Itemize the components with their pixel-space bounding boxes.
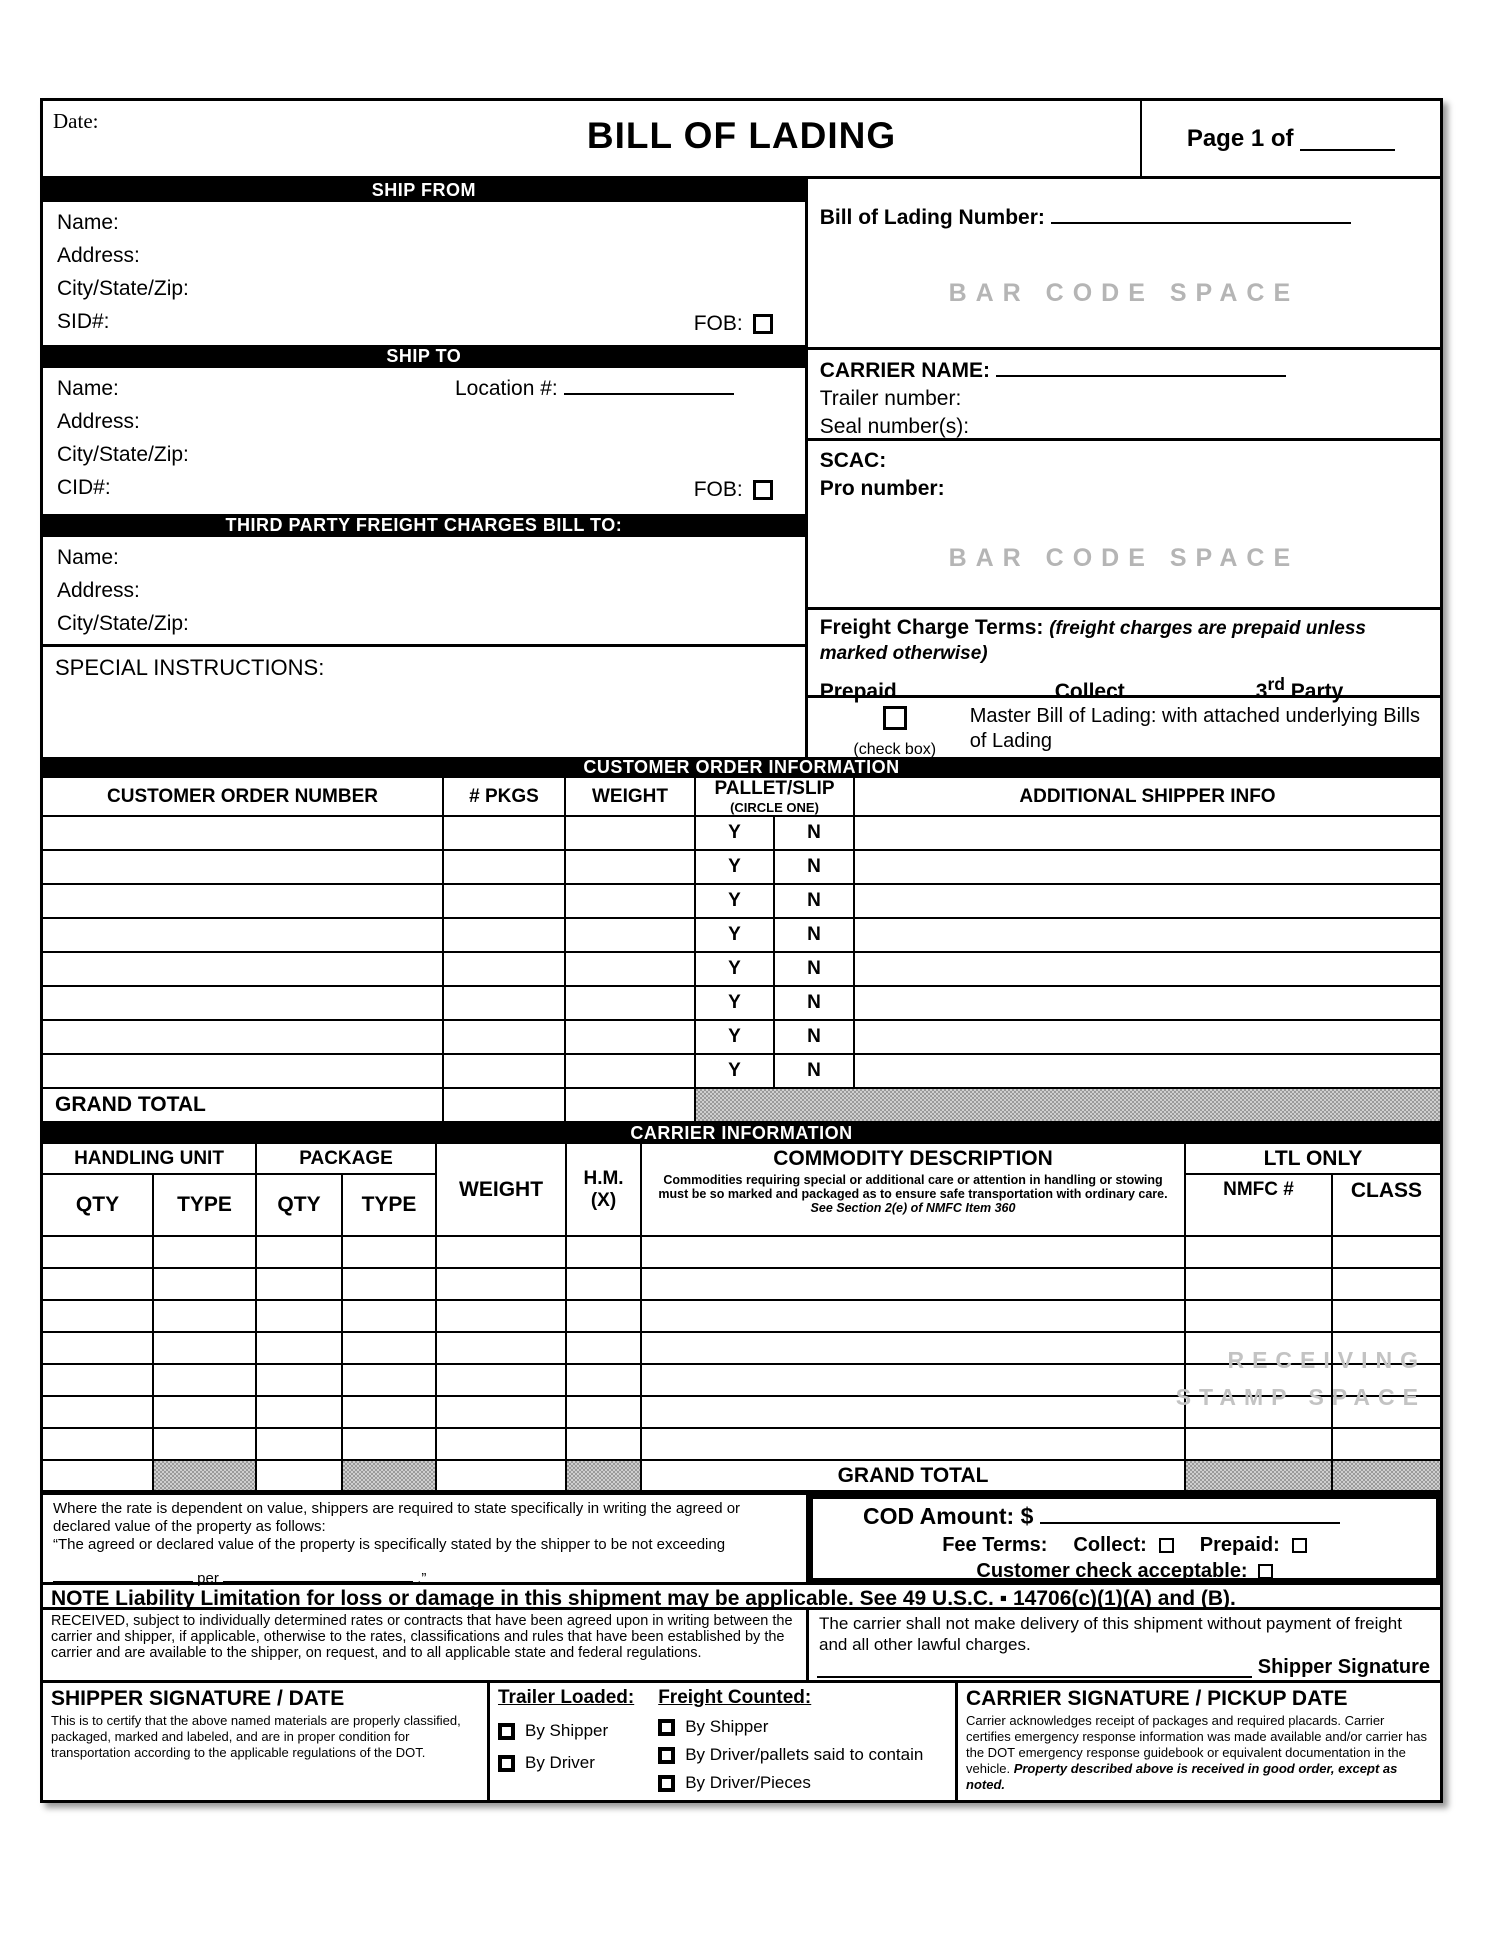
col-ltl-only: LTL ONLY <box>1185 1144 1440 1174</box>
carrier-name-section <box>808 347 1440 438</box>
carrier-weight-cell[interactable] <box>436 1300 566 1332</box>
col-carrier-weight: WEIGHT <box>436 1144 566 1236</box>
hu-type-cell[interactable] <box>153 1332 256 1364</box>
commodity-cell[interactable] <box>641 1396 1185 1428</box>
pkgs-cell[interactable] <box>443 816 565 850</box>
pkg-type-cell[interactable] <box>342 1396 436 1428</box>
declared-per-blank[interactable] <box>223 1568 413 1583</box>
customer-grand-total-shaded-area <box>695 1088 1440 1122</box>
trailer-number-field[interactable]: Trailer number: <box>819 387 962 410</box>
cod-amount-blank[interactable] <box>1040 1501 1340 1524</box>
weight-cell[interactable] <box>565 918 695 952</box>
carrier-weight-cell[interactable] <box>436 1236 566 1268</box>
customer-order-row <box>43 850 1440 884</box>
cod-box: COD Amount: $ Fee Terms: Collect: Prepaid: Customer check acceptable: <box>809 1495 1440 1582</box>
pkgs-cell[interactable] <box>443 850 565 884</box>
carrier-name-label: CARRIER NAME: <box>819 359 991 382</box>
gt-shaded-cell <box>566 1460 641 1491</box>
commodity-cell[interactable] <box>641 1268 1185 1300</box>
col-pkg-type: TYPE <box>342 1174 436 1236</box>
carrier-delivery-box: The carrier shall not make delivery of this shipment without payment of freight and all other lawful charges. Shipper Signature <box>819 1614 1430 1678</box>
third-party-option-label: 3rd Party <box>1255 674 1344 703</box>
freight-by-driver-pieces-checkbox[interactable] <box>658 1775 675 1792</box>
class-cell[interactable] <box>1332 1396 1440 1428</box>
ship-to-address-field[interactable]: Address: <box>57 410 140 433</box>
ship-to-name-field[interactable] <box>57 372 791 405</box>
pallet-no-option[interactable]: N <box>774 884 854 918</box>
nmfc-cell[interactable] <box>1185 1300 1332 1332</box>
col-pkgs: # PKGS <box>443 778 565 816</box>
trailer-loaded-group <box>498 1687 634 1796</box>
third-party-fields <box>43 537 805 647</box>
pkg-qty-cell[interactable] <box>256 1428 342 1460</box>
per-label: per <box>197 1570 219 1587</box>
weight-cell[interactable] <box>565 816 695 850</box>
pkg-qty-cell[interactable] <box>256 1236 342 1268</box>
pkg-type-cell[interactable] <box>342 1300 436 1332</box>
customer-order-row <box>43 918 1440 952</box>
commodity-cell[interactable] <box>641 1300 1185 1332</box>
ship-from-name-field[interactable]: Name: <box>57 211 119 234</box>
title-row <box>43 101 1440 179</box>
weight-cell[interactable] <box>565 986 695 1020</box>
pkgs-cell[interactable] <box>443 1054 565 1088</box>
declared-amount-blank[interactable] <box>53 1568 193 1583</box>
pkgs-cell[interactable] <box>443 884 565 918</box>
commodity-cell[interactable] <box>641 1428 1185 1460</box>
commodity-cell[interactable] <box>641 1236 1185 1268</box>
pkg-type-cell[interactable] <box>342 1428 436 1460</box>
col-pkg-qty: QTY <box>256 1174 342 1236</box>
fee-collect-label: Collect: <box>1073 1534 1147 1556</box>
carrier-info-row <box>43 1396 1440 1428</box>
pkg-qty-cell[interactable] <box>256 1332 342 1364</box>
special-instructions-area[interactable] <box>43 647 805 756</box>
hm-cell[interactable] <box>566 1268 641 1300</box>
pallet-no-option[interactable]: N <box>774 986 854 1020</box>
class-cell[interactable] <box>1332 1268 1440 1300</box>
barcode-space-1: BAR CODE SPACE <box>948 279 1300 307</box>
customer-order-row <box>43 1020 1440 1054</box>
pallet-yes-option[interactable]: Y <box>695 1054 774 1088</box>
scac-section <box>808 438 1440 607</box>
carrier-signature-box[interactable] <box>958 1683 1440 1800</box>
hu-qty-cell[interactable] <box>43 1268 153 1300</box>
freight-counted-group <box>658 1687 923 1796</box>
prepaid-label: Prepaid <box>819 680 897 703</box>
additional-info-cell[interactable] <box>854 952 1440 986</box>
commodity-cell[interactable] <box>641 1364 1185 1396</box>
cod-amount-label: COD Amount: <box>863 1503 1015 1529</box>
carrier-weight-cell[interactable] <box>436 1268 566 1300</box>
freight-by-driver-pallets-checkbox[interactable] <box>658 1747 675 1764</box>
col-nmfc: NMFC # <box>1185 1174 1332 1236</box>
freight-by-shipper-checkbox[interactable] <box>658 1719 675 1736</box>
hm-cell[interactable] <box>566 1236 641 1268</box>
freight-by-driver-pallets-label: By Driver/pallets said to contain <box>685 1745 924 1764</box>
class-cell[interactable] <box>1332 1236 1440 1268</box>
customer-order-header: CUSTOMER ORDER INFORMATION <box>43 757 1440 778</box>
special-instructions-label: SPECIAL INSTRUCTIONS: <box>55 655 325 680</box>
customer-check-checkbox[interactable] <box>1258 1564 1273 1579</box>
col-weight: WEIGHT <box>565 778 695 816</box>
ship-from-header: SHIP FROM <box>43 179 805 202</box>
pallet-yes-option[interactable]: Y <box>695 1020 774 1054</box>
pkgs-cell[interactable] <box>443 952 565 986</box>
freight-by-shipper-label: By Shipper <box>685 1717 769 1736</box>
gt-pkg-qty-cell[interactable] <box>256 1460 342 1491</box>
location-label: Location #: <box>455 377 558 400</box>
freight-terms-label: Freight Charge Terms: <box>819 616 1044 639</box>
gt-shaded-cell <box>153 1460 256 1491</box>
class-cell[interactable] <box>1332 1300 1440 1332</box>
gt-hu-qty-cell[interactable] <box>43 1460 153 1491</box>
col-class: CLASS <box>1332 1174 1440 1236</box>
pkg-type-cell[interactable] <box>342 1268 436 1300</box>
nmfc-cell[interactable] <box>1185 1396 1332 1428</box>
hu-qty-cell[interactable] <box>43 1364 153 1396</box>
carrier-weight-cell[interactable] <box>436 1364 566 1396</box>
nmfc-cell[interactable] <box>1185 1364 1332 1396</box>
received-text: RECEIVED, subject to individually determined rates or contracts that have been agreed upon in writing between the carrier and shipper, if applicable, otherwise to the rates, classifications and rules that have been established by the carrier and are available to the shipper, on request, and to all applicable state and federal regulations. <box>43 1610 809 1680</box>
carrier-name-blank[interactable] <box>996 356 1286 377</box>
order-number-cell[interactable] <box>43 952 443 986</box>
customer-order-row <box>43 816 1440 850</box>
order-number-cell[interactable] <box>43 986 443 1020</box>
collect-label: Collect <box>1054 680 1125 703</box>
hu-type-cell[interactable] <box>153 1236 256 1268</box>
carrier-info-row <box>43 1332 1440 1364</box>
additional-info-cell[interactable] <box>854 1054 1440 1088</box>
ship-from-address-field[interactable]: Address: <box>57 244 140 267</box>
hu-qty-cell[interactable] <box>43 1300 153 1332</box>
additional-info-cell[interactable] <box>854 816 1440 850</box>
trailer-by-driver-checkbox[interactable] <box>498 1755 515 1772</box>
hm-cell[interactable] <box>566 1364 641 1396</box>
weight-cell[interactable] <box>565 1020 695 1054</box>
barcode-space-2: BAR CODE SPACE <box>948 544 1300 572</box>
pallet-yes-option[interactable]: Y <box>695 850 774 884</box>
customer-order-row <box>43 986 1440 1020</box>
bol-number-blank[interactable] <box>1051 203 1351 224</box>
hu-qty-cell[interactable] <box>43 1332 153 1364</box>
order-number-cell[interactable] <box>43 884 443 918</box>
hu-qty-cell[interactable] <box>43 1236 153 1268</box>
freight-counted-title: Freight Counted: <box>658 1687 812 1708</box>
ship-to-header: SHIP TO <box>43 345 805 368</box>
customer-order-row <box>43 884 1440 918</box>
hm-cell[interactable] <box>566 1300 641 1332</box>
pkgs-cell[interactable] <box>443 1020 565 1054</box>
nmfc-cell[interactable] <box>1185 1268 1332 1300</box>
col-customer-order-number: CUSTOMER ORDER NUMBER <box>43 778 443 816</box>
additional-info-cell[interactable] <box>854 986 1440 1020</box>
pkg-qty-cell[interactable] <box>256 1364 342 1396</box>
pallet-no-option[interactable]: N <box>774 816 854 850</box>
receiving-stamp-space: RECEIVING STAMP SPACE <box>1175 1347 1426 1410</box>
carrier-weight-cell[interactable] <box>436 1428 566 1460</box>
carrier-info-row <box>43 1268 1440 1300</box>
order-number-cell[interactable] <box>43 816 443 850</box>
order-number-cell[interactable] <box>43 918 443 952</box>
customer-check-label: Customer check acceptable: <box>976 1560 1248 1582</box>
page-title: BILL OF LADING <box>586 115 897 156</box>
carrier-ack-text: Carrier acknowledges receipt of packages and required placards. Carrier certifies emergency response information was made available and/or carrier has the DOT emergency response guidebook or equivalent documentation in the vehicle. Property described above is received in good order, except as noted. <box>966 1713 1427 1792</box>
pkg-qty-cell[interactable] <box>256 1268 342 1300</box>
page-label: Page 1 of <box>1186 124 1294 152</box>
carrier-ack-italic: Property described above is received in good order, except as noted. <box>966 1761 1398 1792</box>
pallet-no-option[interactable]: N <box>774 918 854 952</box>
master-bol-checkbox[interactable] <box>883 706 907 730</box>
pallet-yes-option[interactable]: Y <box>695 918 774 952</box>
trailer-loaded-title: Trailer Loaded: <box>498 1687 635 1708</box>
ship-to-fob-checkbox[interactable] <box>753 480 773 500</box>
class-cell[interactable] <box>1332 1428 1440 1460</box>
third-party-citystatezip-field[interactable]: City/State/Zip: <box>57 612 189 635</box>
pallet-no-option[interactable]: N <box>774 952 854 986</box>
master-bol-checkbox-caption: (check box) <box>853 741 937 758</box>
additional-info-cell[interactable] <box>854 884 1440 918</box>
liability-note: NOTE Liability Limitation for loss or damage in this shipment may be applicable. See 49 U.S.C. ▪ 14706(c)(1)(A) and (B). <box>43 1582 1440 1610</box>
carrier-grand-total-label: GRAND TOTAL <box>641 1460 1185 1491</box>
freight-terms-section <box>808 607 1440 703</box>
order-number-cell[interactable] <box>43 850 443 884</box>
col-hu-type: TYPE <box>153 1174 256 1236</box>
carrier-weight-cell[interactable] <box>436 1332 566 1364</box>
carrier-info-table <box>43 1144 1440 1492</box>
ship-from-citystatezip-field[interactable]: City/State/Zip: <box>57 277 189 300</box>
location-blank[interactable] <box>564 374 734 395</box>
commodity-cell[interactable] <box>641 1332 1185 1364</box>
pkg-type-cell[interactable] <box>342 1364 436 1396</box>
master-bol-section <box>808 695 1440 757</box>
ship-to-cid-field[interactable] <box>57 471 791 504</box>
freight-by-driver-pieces-label: By Driver/Pieces <box>685 1773 811 1792</box>
hu-qty-cell[interactable] <box>43 1428 153 1460</box>
date-label: Date: <box>53 109 99 133</box>
hu-type-cell[interactable] <box>153 1396 256 1428</box>
pro-number-field[interactable]: Pro number: <box>819 477 945 500</box>
col-additional-shipper-info: ADDITIONAL SHIPPER INFO <box>854 778 1440 816</box>
master-bol-text: Master Bill of Lading: with attached underlying Bills of Lading <box>969 705 1420 752</box>
trailer-by-driver-label: By Driver <box>525 1753 595 1772</box>
order-number-cell[interactable] <box>43 1054 443 1088</box>
hu-type-cell[interactable] <box>153 1300 256 1332</box>
carrier-signature-title: CARRIER SIGNATURE / PICKUP DATE <box>966 1687 1348 1710</box>
hm-cell[interactable] <box>566 1396 641 1428</box>
customer-order-row <box>43 1054 1440 1088</box>
customer-grand-total-label: GRAND TOTAL <box>43 1088 443 1122</box>
pkg-type-cell[interactable] <box>342 1236 436 1268</box>
trailer-by-shipper-label: By Shipper <box>525 1721 609 1740</box>
pkg-type-cell[interactable] <box>342 1332 436 1364</box>
ship-to-fields <box>43 368 805 514</box>
third-party-header: THIRD PARTY FREIGHT CHARGES BILL TO: <box>43 514 805 537</box>
pkgs-cell[interactable] <box>443 986 565 1020</box>
seal-number-field[interactable]: Seal number(s): <box>819 415 970 438</box>
hm-cell[interactable] <box>566 1332 641 1364</box>
customer-order-table <box>43 778 1440 1123</box>
ship-to-citystatezip-field[interactable]: City/State/Zip: <box>57 443 189 466</box>
bol-number-section <box>808 179 1440 347</box>
col-commodity-description: COMMODITY DESCRIPTION Commodities requiring special or additional care or attention in handling or stowing must be so marked and packaged as to ensure safe transportation with ordinary care. See Section 2(e) of NMFC Item 360 <box>641 1144 1185 1236</box>
weight-cell[interactable] <box>565 952 695 986</box>
pallet-no-option[interactable]: N <box>774 1020 854 1054</box>
nmfc-cell[interactable] <box>1185 1332 1332 1364</box>
sid-label: SID#: <box>57 310 110 333</box>
weight-cell[interactable] <box>565 884 695 918</box>
pkg-qty-cell[interactable] <box>256 1396 342 1428</box>
class-cell[interactable] <box>1332 1364 1440 1396</box>
page-number-box <box>1140 101 1440 176</box>
hu-type-cell[interactable] <box>153 1364 256 1396</box>
fee-prepaid-checkbox[interactable] <box>1292 1538 1307 1553</box>
customer-order-row <box>43 952 1440 986</box>
additional-info-cell[interactable] <box>854 850 1440 884</box>
pkg-qty-cell[interactable] <box>256 1300 342 1332</box>
freight-terms-note: (freight charges are prepaid unless marked otherwise) <box>819 618 1366 664</box>
ship-from-fob-checkbox[interactable] <box>753 314 773 334</box>
pallet-yes-option[interactable]: Y <box>695 986 774 1020</box>
ship-from-sid-field[interactable] <box>57 305 791 338</box>
gt-shaded-cell <box>342 1460 436 1491</box>
col-package: PACKAGE <box>256 1144 436 1174</box>
fee-terms-label: Fee Terms: <box>942 1534 1048 1556</box>
bol-number-label: Bill of Lading Number: <box>819 206 1045 229</box>
hu-qty-cell[interactable] <box>43 1396 153 1428</box>
scac-field[interactable]: SCAC: <box>819 449 887 472</box>
gt-weight-cell[interactable] <box>436 1460 566 1491</box>
carrier-info-row <box>43 1364 1440 1396</box>
hm-cell[interactable] <box>566 1428 641 1460</box>
col-pallet-slip: PALLET/SLIP (CIRCLE ONE) <box>695 778 854 816</box>
additional-info-cell[interactable] <box>854 1020 1440 1054</box>
class-cell[interactable] <box>1332 1332 1440 1364</box>
carrier-info-row <box>43 1236 1440 1268</box>
gt-shaded-cell <box>1185 1460 1332 1491</box>
pkgs-cell[interactable] <box>443 918 565 952</box>
loading-counting-box <box>487 1683 958 1800</box>
carrier-info-header: CARRIER INFORMATION <box>43 1123 1440 1144</box>
order-number-cell[interactable] <box>43 1020 443 1054</box>
weight-cell[interactable] <box>565 850 695 884</box>
pallet-yes-option[interactable]: Y <box>695 884 774 918</box>
shipper-signature-blank[interactable] <box>817 1661 1252 1678</box>
bill-of-lading-form <box>40 98 1443 1803</box>
pallet-yes-option[interactable]: Y <box>695 952 774 986</box>
ship-from-fields <box>43 202 805 345</box>
carrier-info-row <box>43 1300 1440 1332</box>
name-label: Name: <box>57 377 119 400</box>
weight-cell[interactable] <box>565 1054 695 1088</box>
fob-label: FOB: <box>693 478 743 501</box>
carrier-weight-cell[interactable] <box>436 1396 566 1428</box>
gt-shaded-cell <box>1332 1460 1440 1491</box>
col-handling-unit: HANDLING UNIT <box>43 1144 256 1174</box>
pallet-no-option[interactable]: N <box>774 1054 854 1088</box>
additional-info-cell[interactable] <box>854 918 1440 952</box>
cid-label: CID#: <box>57 476 111 499</box>
declared-value-text: Where the rate is dependent on value, shippers are required to state specifically in writing the agreed or declared value of the property as follows: “The agreed or declared value of the property is specifically stated by the shipper to be not exceeding per .” <box>43 1495 809 1582</box>
nmfc-cell[interactable] <box>1185 1428 1332 1460</box>
grand-total-pkgs-cell[interactable] <box>443 1088 565 1122</box>
page-count-blank[interactable] <box>1300 127 1395 151</box>
shipper-signature-title: SHIPPER SIGNATURE / DATE <box>51 1687 345 1710</box>
trailer-by-shipper-checkbox[interactable] <box>498 1723 515 1740</box>
fee-collect-checkbox[interactable] <box>1159 1538 1174 1553</box>
carrier-info-row <box>43 1428 1440 1460</box>
hu-type-cell[interactable] <box>153 1268 256 1300</box>
shipper-signature-label: Shipper Signature <box>1257 1656 1430 1678</box>
col-hm: H.M. (X) <box>566 1144 641 1236</box>
location-field[interactable] <box>455 372 734 405</box>
third-party-name-field[interactable]: Name: <box>57 546 119 569</box>
grand-total-weight-cell[interactable] <box>565 1088 695 1122</box>
pallet-yes-option[interactable]: Y <box>695 816 774 850</box>
col-hu-qty: QTY <box>43 1174 153 1236</box>
nmfc-cell[interactable] <box>1185 1236 1332 1268</box>
fob-label: FOB: <box>693 312 743 335</box>
fee-prepaid-label: Prepaid: <box>1199 1534 1280 1556</box>
shipper-certify-text: This is to certify that the above named materials are properly classified, packaged, marked and labeled, and are in proper condition for transportation according to the applicable regulations of the DOT. <box>51 1713 461 1760</box>
third-party-address-field[interactable]: Address: <box>57 579 140 602</box>
shipper-signature-box[interactable] <box>43 1683 487 1800</box>
hu-type-cell[interactable] <box>153 1428 256 1460</box>
pallet-no-option[interactable]: N <box>774 850 854 884</box>
